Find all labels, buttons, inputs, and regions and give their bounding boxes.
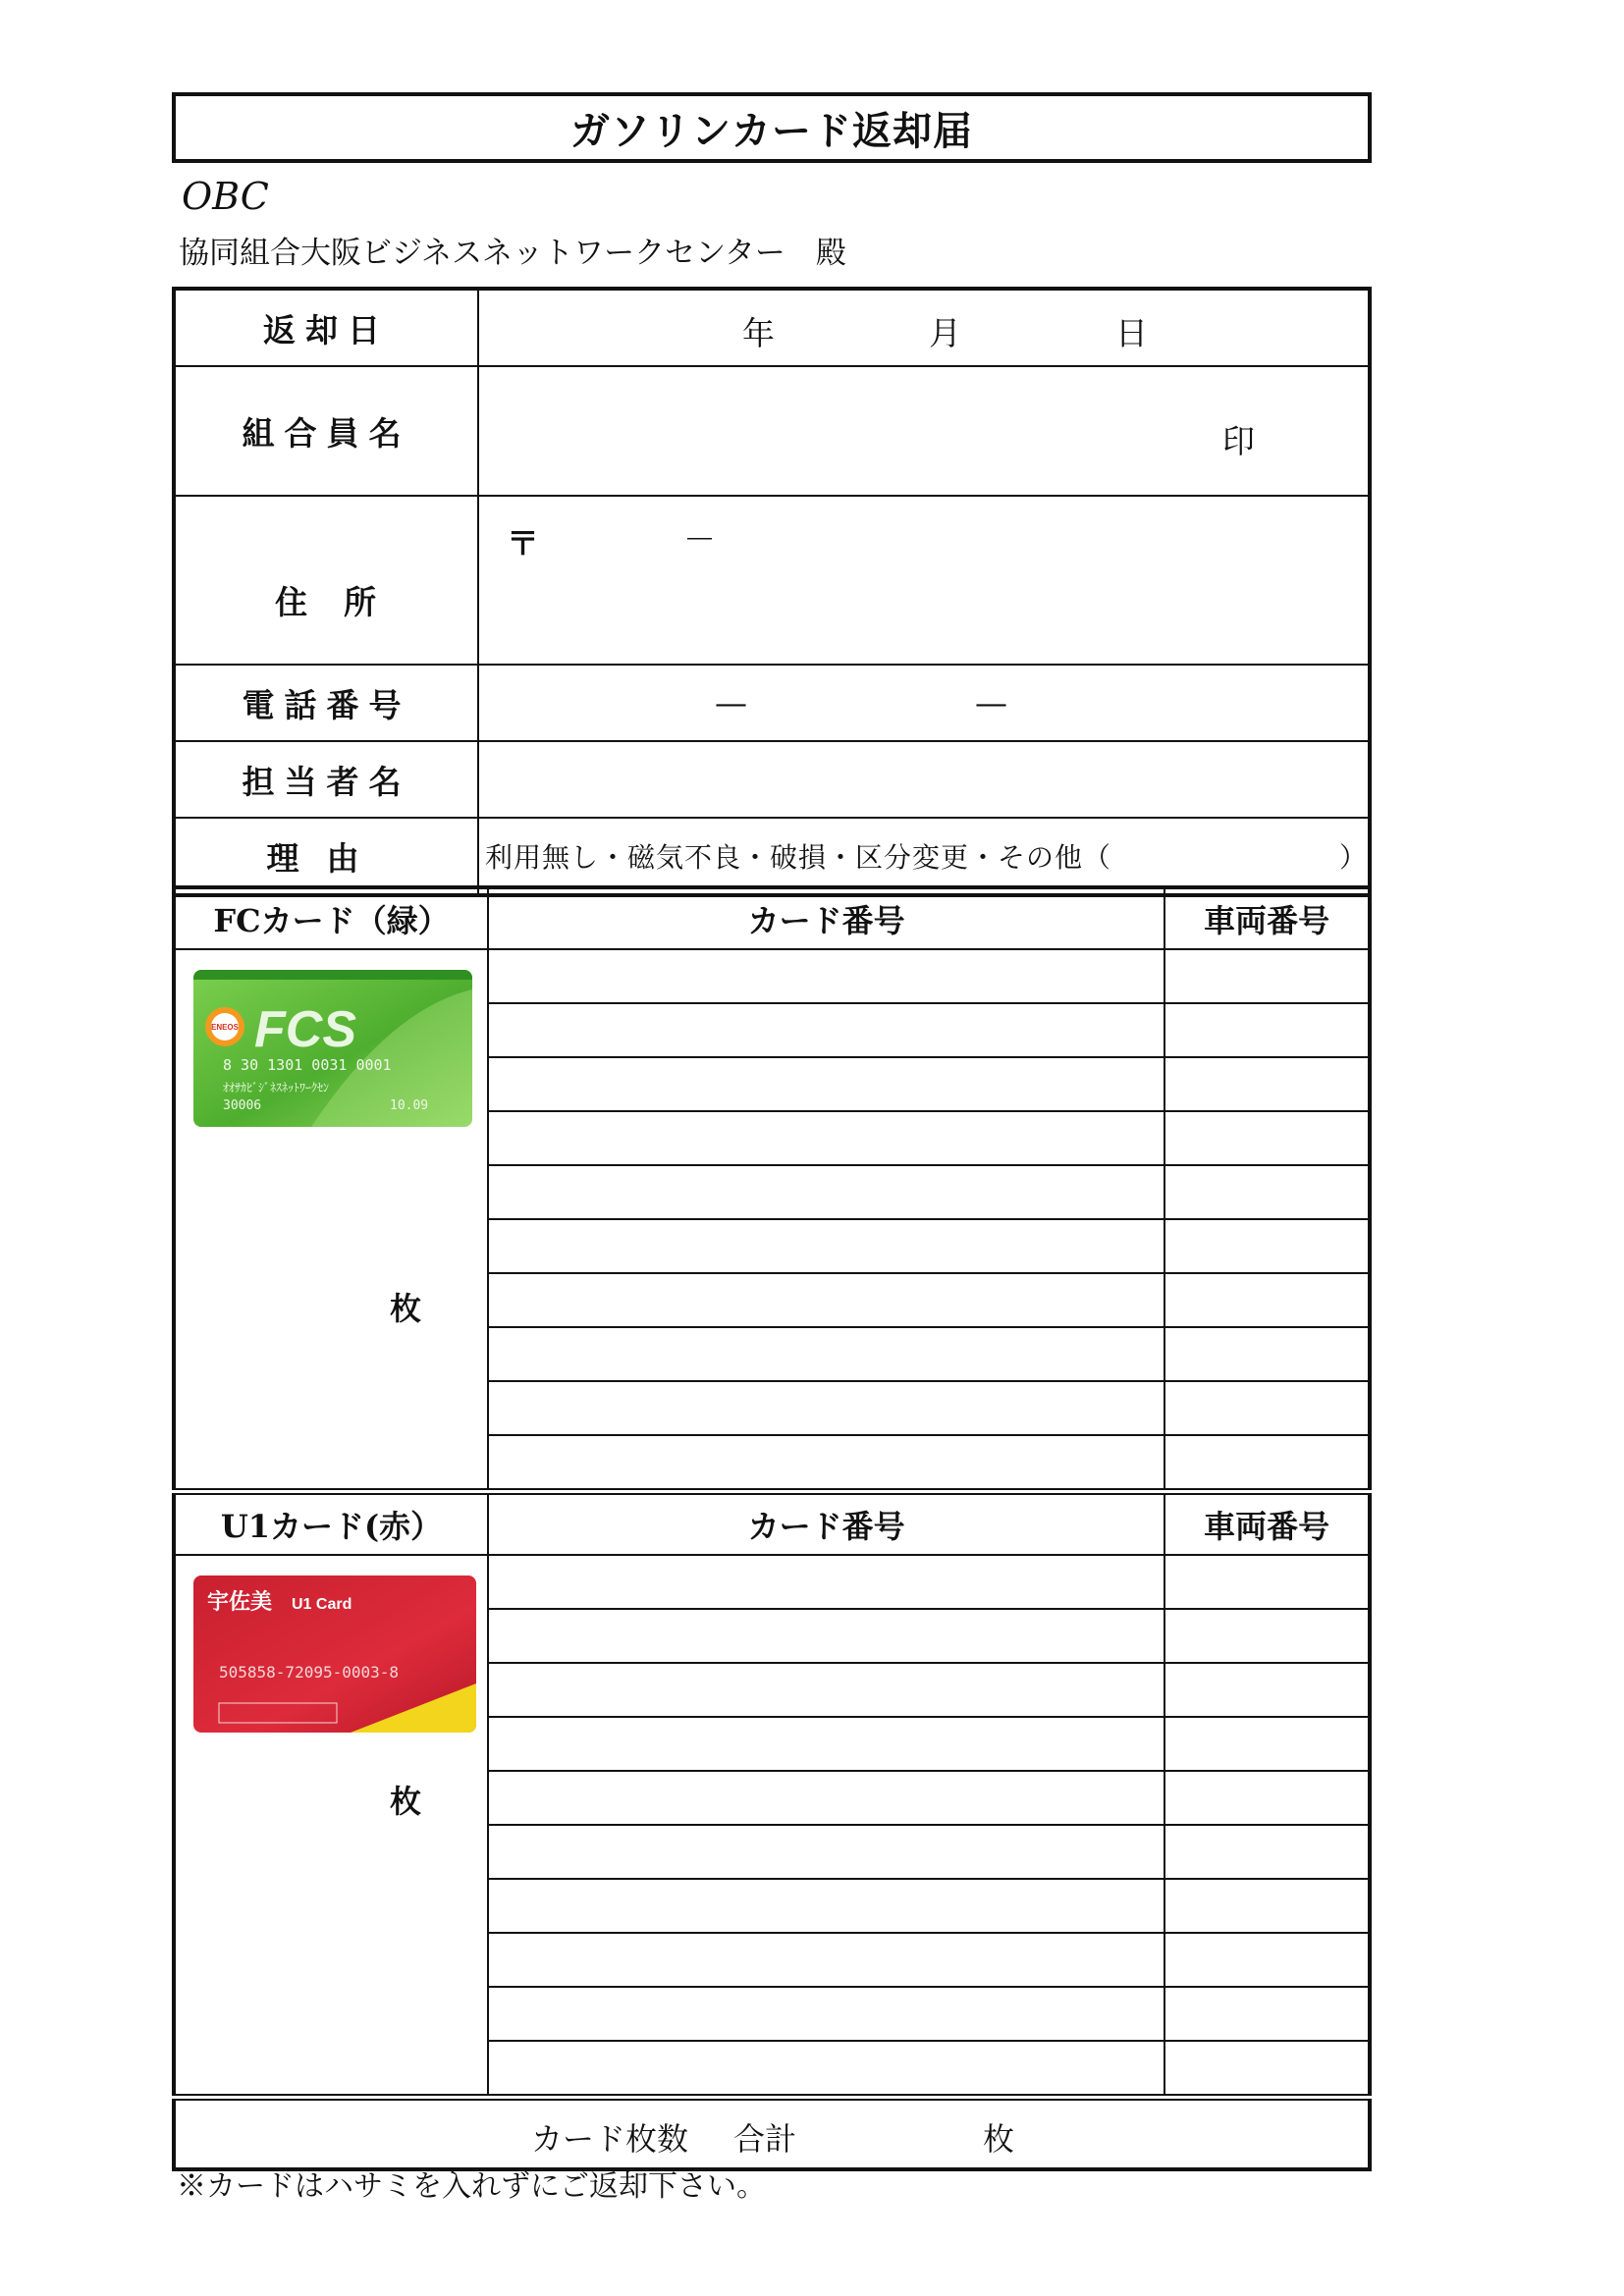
fc-cardnum-cell[interactable]	[488, 1381, 1164, 1435]
day-label: 日	[1114, 314, 1148, 352]
u1-vehicle-header: 車両番号	[1164, 1492, 1370, 1556]
return-date-label: 返却日	[174, 289, 478, 366]
u1-vehicle-cell[interactable]	[1164, 2041, 1370, 2098]
month-label: 月	[928, 314, 961, 352]
address-label: 住 所	[174, 496, 478, 665]
fc-cardnum-cell[interactable]	[488, 949, 1164, 1003]
fc-card-image	[193, 970, 472, 1127]
svg-text:ｵｵｻｶﾋﾞｼﾞﾈｽﾈｯﾄﾜｰｸｾﾝ: ｵｵｻｶﾋﾞｼﾞﾈｽﾈｯﾄﾜｰｸｾﾝ	[223, 1081, 330, 1095]
contact-field[interactable]	[478, 741, 1370, 818]
u1-cardnum-cell[interactable]	[488, 1609, 1164, 1663]
fc-vehicle-cell[interactable]	[1164, 1219, 1370, 1273]
contact-label: 担当者名	[174, 741, 478, 818]
return-date-field[interactable]	[478, 289, 1370, 366]
svg-text:30006: 30006	[223, 1098, 262, 1113]
u1-vehicle-cell[interactable]	[1164, 1663, 1370, 1717]
u1-vehicle-cell[interactable]	[1164, 1609, 1370, 1663]
fc-cardnum-cell[interactable]	[488, 1111, 1164, 1165]
fc-count-unit: 枚	[390, 1290, 422, 1327]
year-label: 年	[741, 314, 775, 352]
svg-text:8 30 1301 0031 0001: 8 30 1301 0031 0001	[223, 1056, 392, 1074]
member-name-field[interactable]	[478, 366, 1370, 496]
fc-vehicle-cell[interactable]	[1164, 1111, 1370, 1165]
fc-type-header: FCカード（緑）	[174, 887, 488, 949]
recipient-full: 協同組合大阪ビジネスネットワークセンター 殿	[179, 236, 846, 271]
address-field[interactable]	[478, 496, 1370, 665]
total-unit: 枚	[983, 2120, 1015, 2158]
u1-cardnum-cell[interactable]	[488, 1825, 1164, 1879]
fc-cardnum-cell[interactable]	[488, 1057, 1164, 1111]
u1-vehicle-cell[interactable]	[1164, 1771, 1370, 1825]
u1-vehicle-cell[interactable]	[1164, 1717, 1370, 1771]
fc-cardnum-cell[interactable]	[488, 1435, 1164, 1492]
postal-dash: －	[682, 520, 716, 559]
footnote: ※カードはハサミを入れずにご返却下さい。	[177, 2169, 766, 2204]
fc-vehicle-header: 車両番号	[1164, 887, 1370, 949]
u1-cardnum-cell[interactable]	[488, 1555, 1164, 1609]
svg-text:宇佐美: 宇佐美	[207, 1590, 273, 1615]
total-label: カード枚数	[531, 2120, 689, 2158]
u1-cardnum-cell[interactable]	[488, 1771, 1164, 1825]
member-name-label: 組合員名	[174, 366, 478, 496]
fc-cardnum-cell[interactable]	[488, 1003, 1164, 1057]
svg-text:FCS: FCS	[254, 1001, 356, 1058]
u1-cardnum-cell[interactable]	[488, 1717, 1164, 1771]
svg-text:U1 Card: U1 Card	[292, 1596, 352, 1613]
total-sum-label: 合計	[733, 2120, 797, 2158]
fc-vehicle-cell[interactable]	[1164, 1057, 1370, 1111]
total-row[interactable]	[174, 2098, 1370, 2170]
u1-vehicle-cell[interactable]	[1164, 1933, 1370, 1987]
phone-field[interactable]	[478, 665, 1370, 741]
svg-text:505858-72095-0003-8: 505858-72095-0003-8	[219, 1663, 400, 1682]
fc-vehicle-cell[interactable]	[1164, 1273, 1370, 1327]
u1-cardnum-cell[interactable]	[488, 2041, 1164, 2098]
phone-dash-2: —	[974, 683, 1007, 721]
fc-vehicle-cell[interactable]	[1164, 1165, 1370, 1219]
u1-count-unit: 枚	[390, 1783, 422, 1820]
u1-vehicle-cell[interactable]	[1164, 1825, 1370, 1879]
fc-vehicle-cell[interactable]	[1164, 1381, 1370, 1435]
svg-text:10.09: 10.09	[390, 1098, 429, 1113]
fc-vehicle-cell[interactable]	[1164, 1327, 1370, 1381]
info-table	[172, 287, 1372, 897]
u1-vehicle-cell[interactable]	[1164, 1555, 1370, 1609]
phone-label: 電話番号	[174, 665, 478, 741]
card-table	[172, 885, 1372, 2171]
fc-type-cell	[174, 949, 488, 1492]
seal-mark: 印	[1222, 422, 1255, 460]
recipient-short: OBC	[182, 175, 269, 218]
phone-dash-1: —	[714, 683, 747, 721]
u1-type-cell	[174, 1555, 488, 2098]
fc-cardnum-cell[interactable]	[488, 1219, 1164, 1273]
fc-cardnum-cell[interactable]	[488, 1273, 1164, 1327]
u1-cardnum-cell[interactable]	[488, 1879, 1164, 1933]
fc-vehicle-cell[interactable]	[1164, 1435, 1370, 1492]
u1-cardnum-cell[interactable]	[488, 1987, 1164, 2041]
fc-cardnum-cell[interactable]	[488, 1165, 1164, 1219]
u1-cardnum-cell[interactable]	[488, 1663, 1164, 1717]
postal-mark: 〒	[506, 524, 539, 562]
svg-text:ENEOS: ENEOS	[210, 1023, 240, 1032]
form-title: ガソリンカード返却届	[172, 92, 1372, 163]
fc-vehicle-cell[interactable]	[1164, 949, 1370, 1003]
u1-cardnum-header: カード番号	[488, 1492, 1164, 1556]
u1-card-image	[193, 1575, 476, 1733]
u1-vehicle-cell[interactable]	[1164, 1879, 1370, 1933]
u1-vehicle-cell[interactable]	[1164, 1987, 1370, 2041]
fc-cardnum-header: カード番号	[488, 887, 1164, 949]
reason-options[interactable]: 利用無し・磁気不良・破損・区分変更・その他（ ）	[478, 818, 1370, 895]
fc-cardnum-cell[interactable]	[488, 1327, 1164, 1381]
fc-vehicle-cell[interactable]	[1164, 1003, 1370, 1057]
reason-label: 理由	[174, 818, 478, 895]
u1-cardnum-cell[interactable]	[488, 1933, 1164, 1987]
u1-type-header: U1カード(赤）	[174, 1492, 488, 1556]
